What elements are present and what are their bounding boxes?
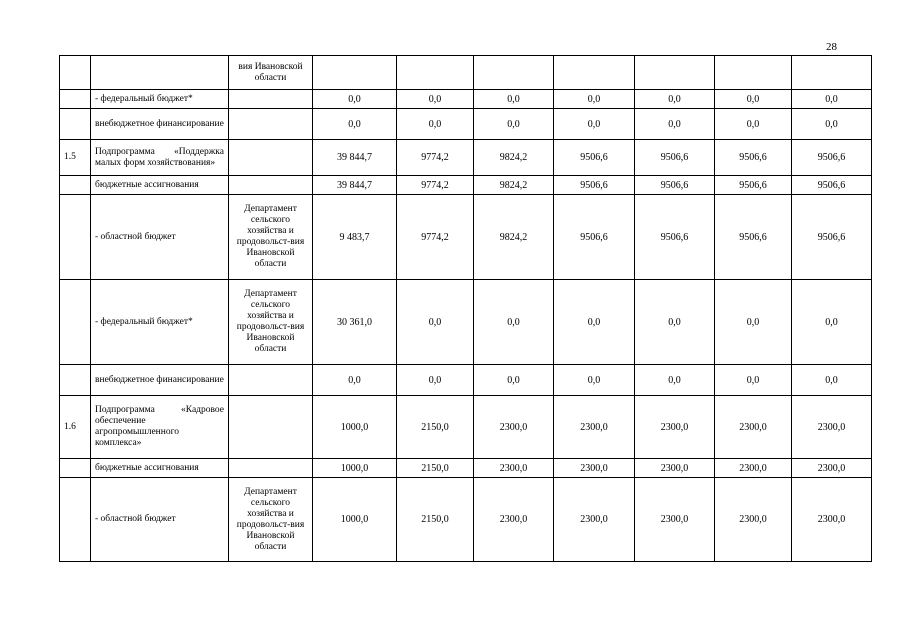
value-year-2: 0,0 xyxy=(474,109,554,140)
value-year-1: 0,0 xyxy=(397,90,474,109)
value-total: 39 844,7 xyxy=(313,176,397,195)
value-total: 1000,0 xyxy=(313,478,397,562)
value-year-6 xyxy=(792,56,872,90)
value-year-2: 2300,0 xyxy=(474,396,554,459)
row-number: 1.6 xyxy=(60,396,91,459)
value-year-6: 9506,6 xyxy=(792,140,872,176)
value-total: 0,0 xyxy=(313,365,397,396)
value-total: 1000,0 xyxy=(313,459,397,478)
value-year-3: 2300,0 xyxy=(554,459,635,478)
row-executor xyxy=(229,90,313,109)
row-executor xyxy=(229,109,313,140)
value-year-3: 9506,6 xyxy=(554,176,635,195)
value-year-6: 0,0 xyxy=(792,280,872,365)
value-year-5: 0,0 xyxy=(715,365,792,396)
value-year-6: 0,0 xyxy=(792,90,872,109)
row-name: Подпрограмма «Поддержка малых форм хозяйствования» xyxy=(91,140,229,176)
value-year-2: 2300,0 xyxy=(474,459,554,478)
value-year-2: 9824,2 xyxy=(474,195,554,280)
value-year-4: 2300,0 xyxy=(635,478,715,562)
value-year-5: 9506,6 xyxy=(715,140,792,176)
value-year-5: 9506,6 xyxy=(715,176,792,195)
table-row xyxy=(60,176,872,195)
row-name: - федеральный бюджет* xyxy=(91,90,229,109)
value-year-5: 0,0 xyxy=(715,280,792,365)
value-year-1: 2150,0 xyxy=(397,396,474,459)
value-year-3 xyxy=(554,56,635,90)
value-year-1: 9774,2 xyxy=(397,195,474,280)
row-number xyxy=(60,56,91,90)
value-year-1: 2150,0 xyxy=(397,478,474,562)
value-year-4: 0,0 xyxy=(635,280,715,365)
row-executor: вия Ивановской области xyxy=(229,56,313,90)
value-year-6: 2300,0 xyxy=(792,396,872,459)
row-name: Подпрограмма «Кадровое обеспечение агропромышленного комплекса» xyxy=(91,396,229,459)
budget-table xyxy=(59,55,872,562)
value-year-4: 2300,0 xyxy=(635,396,715,459)
value-year-2: 2300,0 xyxy=(474,478,554,562)
row-name: внебюджетное финансирование xyxy=(91,365,229,396)
value-year-6: 0,0 xyxy=(792,365,872,396)
value-year-1 xyxy=(397,56,474,90)
value-year-5: 0,0 xyxy=(715,109,792,140)
table-row xyxy=(60,140,872,176)
value-year-2: 0,0 xyxy=(474,280,554,365)
row-name: - областной бюджет xyxy=(91,195,229,280)
row-name: бюджетные ассигнования xyxy=(91,459,229,478)
value-year-2: 0,0 xyxy=(474,365,554,396)
row-executor xyxy=(229,459,313,478)
row-executor xyxy=(229,176,313,195)
value-year-4: 9506,6 xyxy=(635,195,715,280)
table-row xyxy=(60,396,872,459)
row-name xyxy=(91,56,229,90)
value-total: 0,0 xyxy=(313,109,397,140)
row-number xyxy=(60,109,91,140)
table-row xyxy=(60,459,872,478)
value-year-2 xyxy=(474,56,554,90)
value-total xyxy=(313,56,397,90)
value-year-6: 0,0 xyxy=(792,109,872,140)
value-year-3: 0,0 xyxy=(554,280,635,365)
value-total: 1000,0 xyxy=(313,396,397,459)
row-name: - областной бюджет xyxy=(91,478,229,562)
value-year-3: 2300,0 xyxy=(554,396,635,459)
table-row xyxy=(60,109,872,140)
value-year-5: 9506,6 xyxy=(715,195,792,280)
value-year-1: 0,0 xyxy=(397,365,474,396)
row-number xyxy=(60,90,91,109)
table-row xyxy=(60,195,872,280)
row-executor: Департамент сельского хозяйства и продовольст-вия Ивановской области xyxy=(229,280,313,365)
value-year-4: 9506,6 xyxy=(635,140,715,176)
value-year-5: 0,0 xyxy=(715,90,792,109)
value-year-5 xyxy=(715,56,792,90)
row-executor: Департамент сельского хозяйства и продовольст-вия Ивановской области xyxy=(229,478,313,562)
value-year-2: 9824,2 xyxy=(474,140,554,176)
table-row xyxy=(60,90,872,109)
row-name: бюджетные ассигнования xyxy=(91,176,229,195)
value-year-3: 9506,6 xyxy=(554,195,635,280)
row-number xyxy=(60,478,91,562)
value-year-4: 0,0 xyxy=(635,365,715,396)
value-year-5: 2300,0 xyxy=(715,459,792,478)
value-year-5: 2300,0 xyxy=(715,396,792,459)
row-number xyxy=(60,195,91,280)
value-year-3: 0,0 xyxy=(554,109,635,140)
value-year-4: 0,0 xyxy=(635,90,715,109)
value-year-4: 0,0 xyxy=(635,109,715,140)
table-row xyxy=(60,280,872,365)
table-row xyxy=(60,56,872,90)
row-name: внебюджетное финансирование xyxy=(91,109,229,140)
row-executor xyxy=(229,365,313,396)
value-year-4: 9506,6 xyxy=(635,176,715,195)
value-year-1: 9774,2 xyxy=(397,140,474,176)
table-row xyxy=(60,365,872,396)
row-number: 1.5 xyxy=(60,140,91,176)
value-year-5: 2300,0 xyxy=(715,478,792,562)
row-executor: Департамент сельского хозяйства и продовольст-вия Ивановской области xyxy=(229,195,313,280)
value-year-1: 0,0 xyxy=(397,280,474,365)
value-total: 30 361,0 xyxy=(313,280,397,365)
value-year-3: 0,0 xyxy=(554,365,635,396)
row-number xyxy=(60,459,91,478)
value-year-6: 2300,0 xyxy=(792,478,872,562)
value-total: 9 483,7 xyxy=(313,195,397,280)
row-number xyxy=(60,280,91,365)
row-executor xyxy=(229,140,313,176)
value-total: 0,0 xyxy=(313,90,397,109)
row-number xyxy=(60,176,91,195)
row-name: - федеральный бюджет* xyxy=(91,280,229,365)
row-executor xyxy=(229,396,313,459)
value-year-1: 0,0 xyxy=(397,109,474,140)
value-total: 39 844,7 xyxy=(313,140,397,176)
value-year-3: 0,0 xyxy=(554,90,635,109)
value-year-6: 9506,6 xyxy=(792,195,872,280)
value-year-1: 9774,2 xyxy=(397,176,474,195)
value-year-1: 2150,0 xyxy=(397,459,474,478)
value-year-3: 9506,6 xyxy=(554,140,635,176)
value-year-6: 2300,0 xyxy=(792,459,872,478)
value-year-2: 0,0 xyxy=(474,90,554,109)
page-number: 28 xyxy=(826,41,837,53)
value-year-3: 2300,0 xyxy=(554,478,635,562)
value-year-2: 9824,2 xyxy=(474,176,554,195)
value-year-4 xyxy=(635,56,715,90)
value-year-6: 9506,6 xyxy=(792,176,872,195)
value-year-4: 2300,0 xyxy=(635,459,715,478)
row-number xyxy=(60,365,91,396)
table-row xyxy=(60,478,872,562)
